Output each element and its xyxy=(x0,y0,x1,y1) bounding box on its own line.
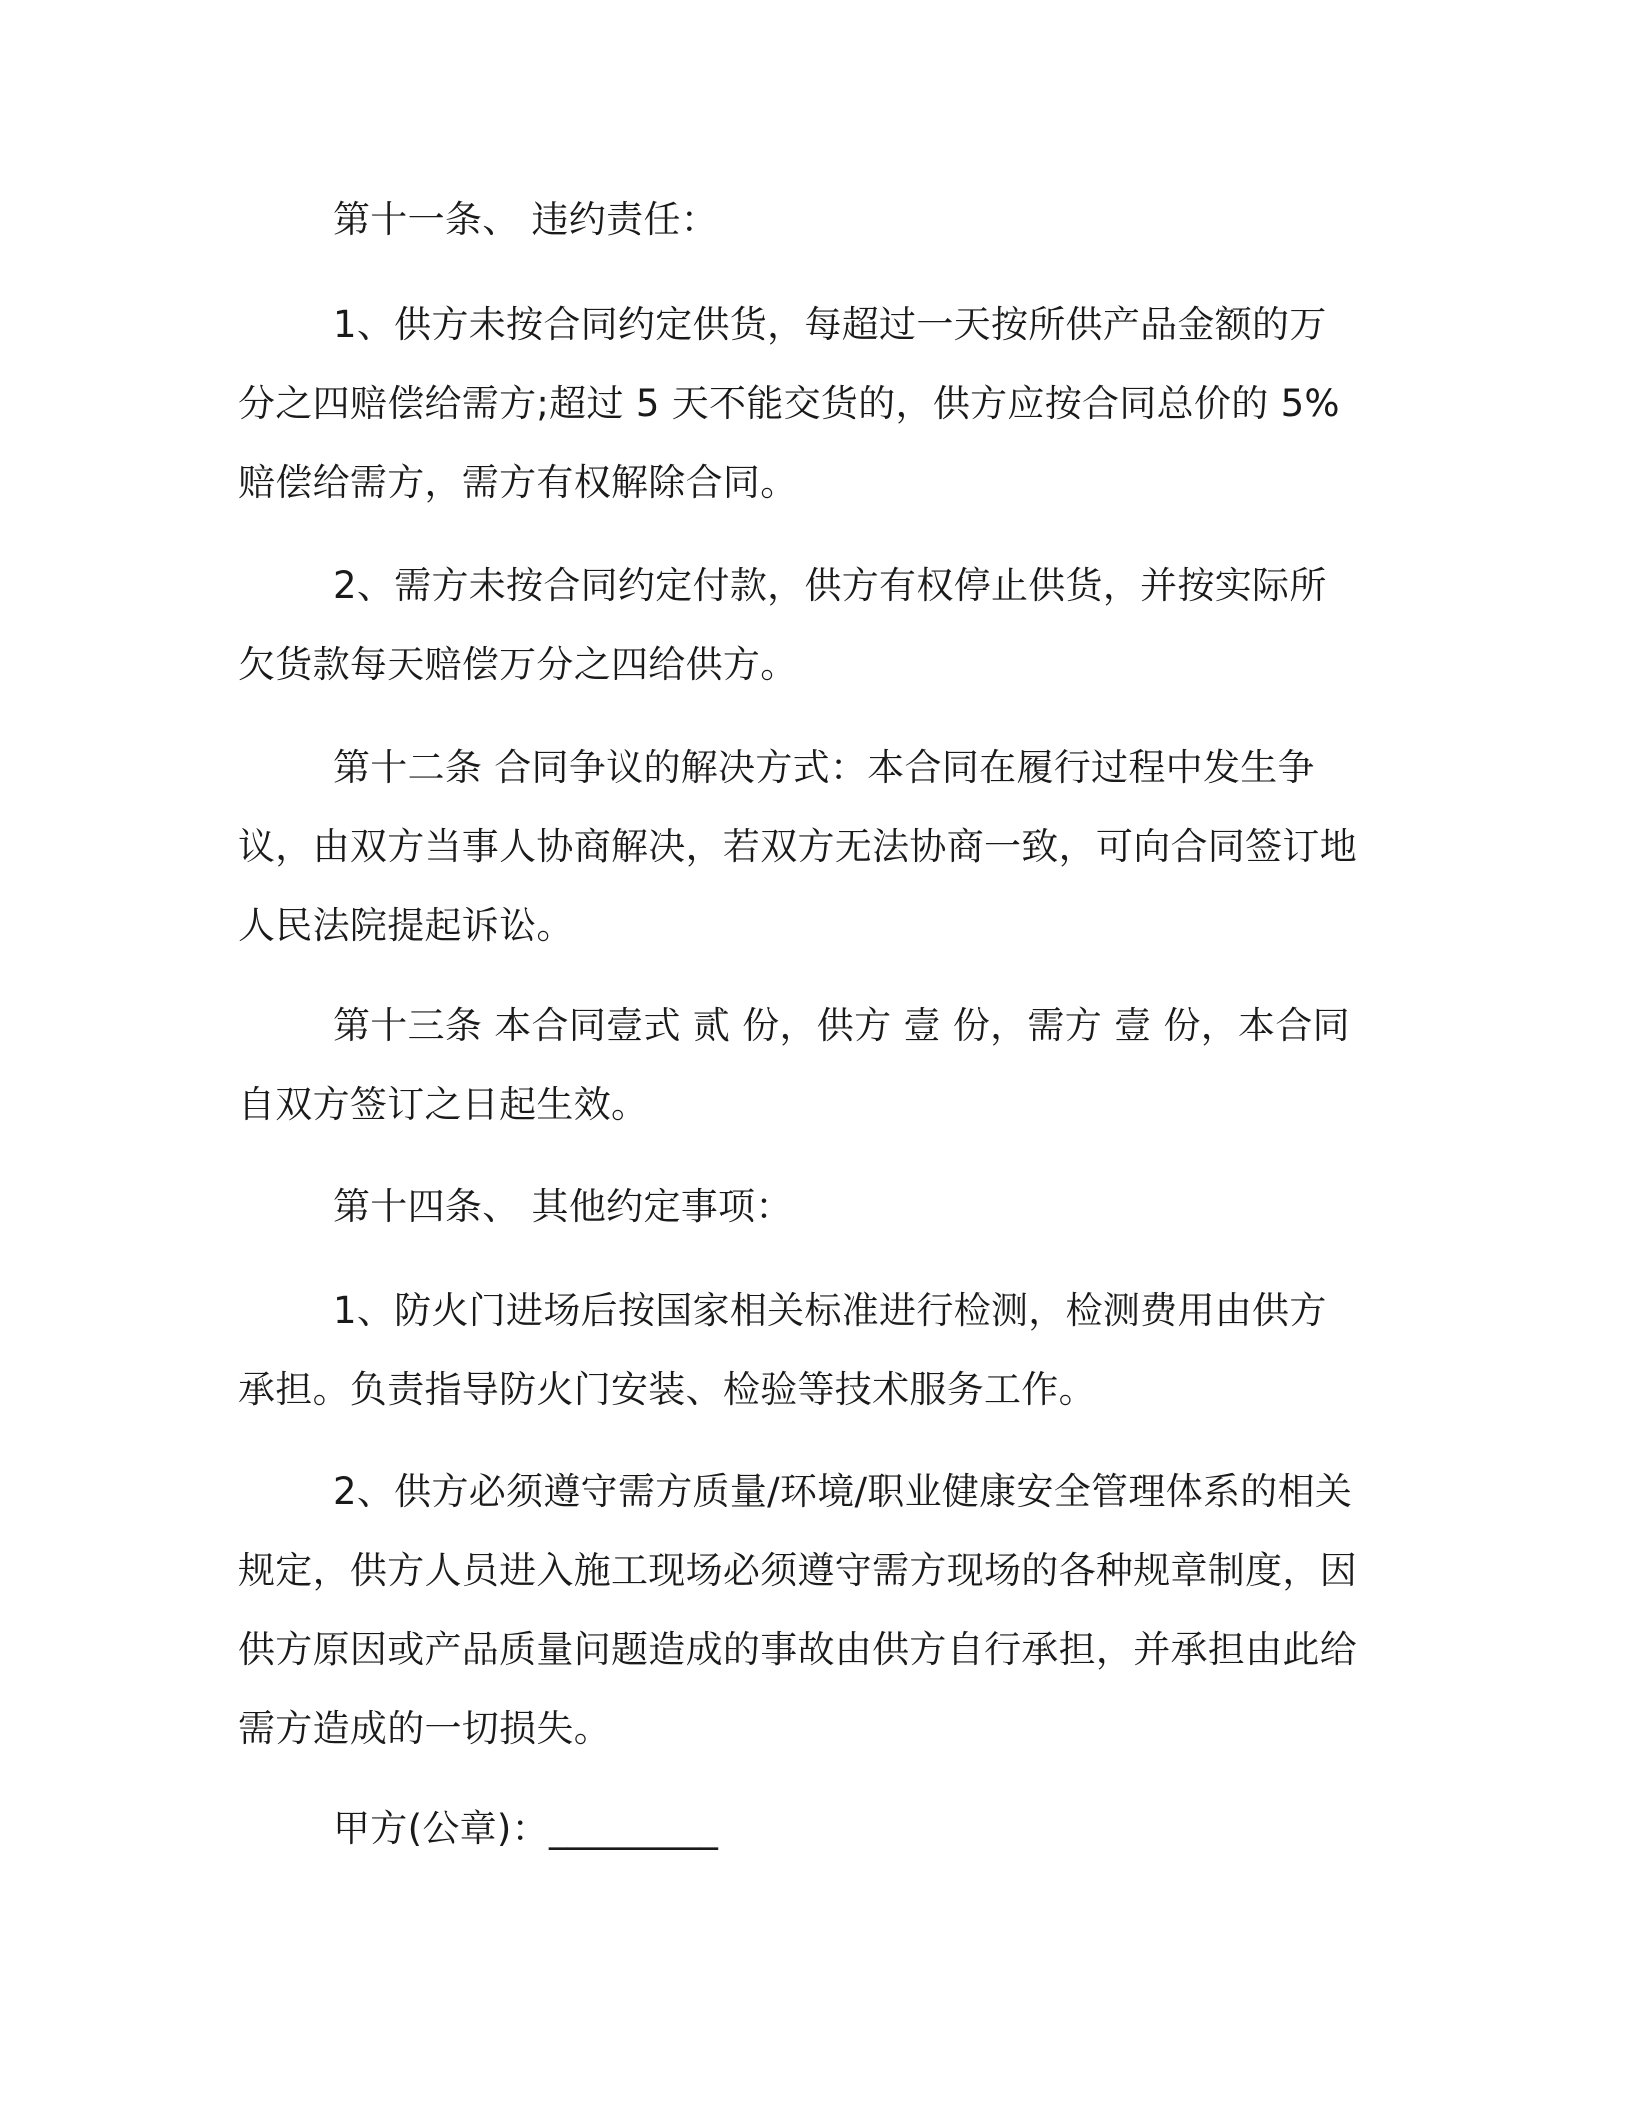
article-11-clause-1: 1、供方未按合同约定供货，每超过一天按所供产品金额的万分之四赔偿给需方;超过 5 天不能交货的，供方应按合同总价的 5%赔偿给需方，需方有权解除合同。 xyxy=(238,303,1340,504)
article-14-clause-2: 2、供方必须遵守需方质量/环境/职业健康安全管理体系的相关规定，供方人员进入施工现场必须遵守需方现场的各种规章制度，因供方原因或产品质量问题造成的事故由供方自行承担，并承担由此给需方造成的一切损失。 xyxy=(238,1470,1357,1750)
article-11-clause-2: 2、需方未按合同约定付款，供方有权停止供货，并按实际所欠货款每天赔偿万分之四给供方。 xyxy=(238,564,1327,686)
article-14-heading: 第十四条、 其他约定事项： xyxy=(333,1185,793,1228)
article-13-copies: 第十三条 本合同壹式 贰 份，供方 壹 份，需方 壹 份，本合同自双方签订之日起生效。 xyxy=(238,1004,1350,1126)
party-a-seal-line: 甲方(公章)：_________ xyxy=(333,1807,719,1850)
article-11-heading: 第十一条、 违约责任： xyxy=(333,198,719,241)
article-12-dispute-resolution: 第十二条 合同争议的解决方式：本合同在履行过程中发生争议，由双方当事人协商解决，若双方无法协商一致，可向合同签订地人民法院提起诉讼。 xyxy=(238,746,1357,947)
article-14-clause-1: 1、防火门进场后按国家相关标准进行检测，检测费用由供方承担。负责指导防火门安装、检验等技术服务工作。 xyxy=(238,1289,1327,1411)
